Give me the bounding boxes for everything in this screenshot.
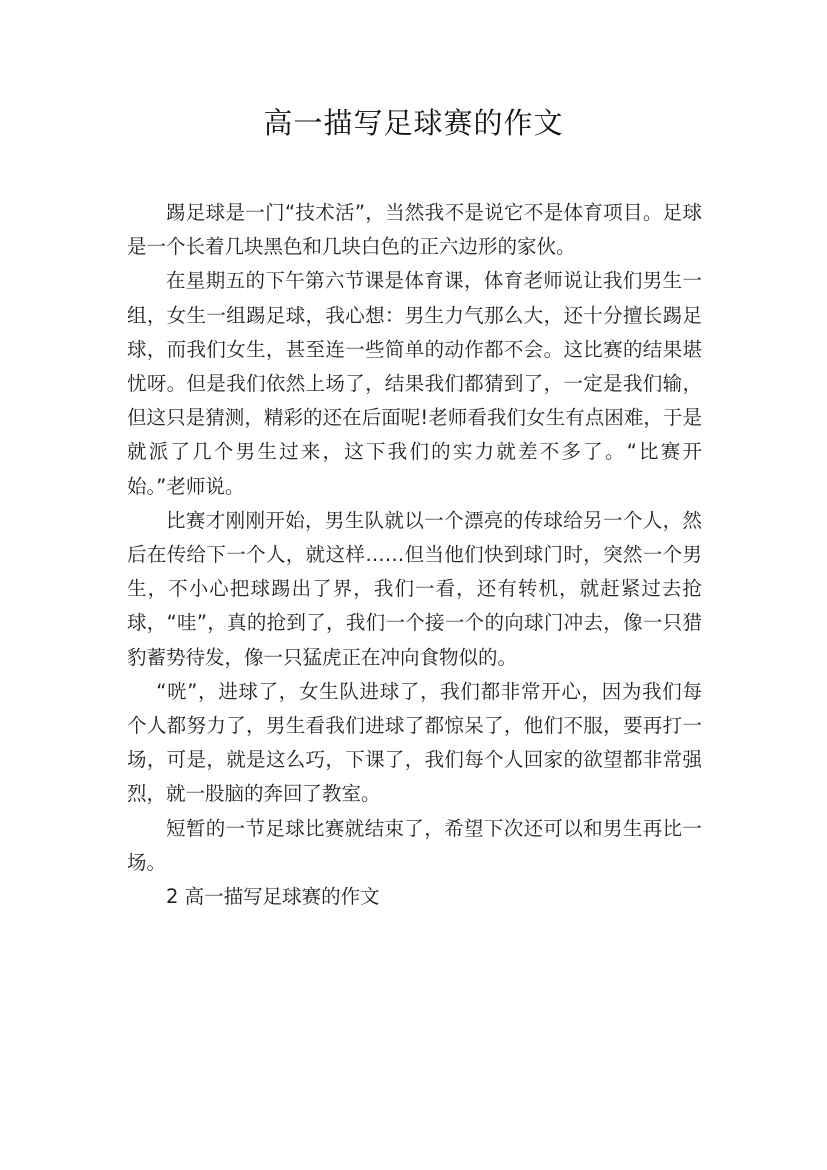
paragraph-2: 在星期五的下午第六节课是体育课，体育老师说让我们男生一组，女生一组踢足球，我心想：男生力气那么大，还十分擅长踢足球，而我们女生，甚至连一些简单的动作都不会。这比赛的结果堪忧呀。但是我们依然上场了，结果我们都猜到了，一定是我们输，但这只是猜测，精彩的还在后面呢!老师看我们女生有点困难，于是就派了几个男生过来，这下我们的实力就差不多了。“比赛开始。”老师说。 <box>127 269 702 498</box>
paragraph-1: 踢足球是一门“技术活”，当然我不是说它不是体育项目。足球是一个长着几块黑色和几块白色的正六边形的家伙。 <box>127 201 702 259</box>
section-heading-2: 2 高一描写足球赛的作文 <box>166 885 380 909</box>
paragraph-3: 比赛才刚刚开始，男生队就以一个漂亮的传球给另一个人，然后在传给下一个人，就这样……但当他们快到球门时，突然一个男生，不小心把球踢出了界，我们一看，还有转机，就赶紧过去抢球，“哇”，真的抢到了，我们一个接一个的向球门冲去，像一只猎豹蓄势待发，像一只猛虎正在冲向食物似的。 <box>127 508 702 669</box>
document-title: 高一描写足球赛的作文 <box>263 106 564 140</box>
paragraph-5: 短暂的一节足球比赛就结束了，希望下次还可以和男生再比一场。 <box>127 816 702 874</box>
document-body <box>127 196 702 914</box>
paragraph-4: “咣”，进球了，女生队进球了，我们都非常开心，因为我们每个人都努力了，男生看我们进球了都惊呆了，他们不服，要再打一场，可是，就是这么巧，下课了，我们每个人回家的欲望都非常强烈，就一股脑的奔回了教室。 <box>127 679 702 806</box>
